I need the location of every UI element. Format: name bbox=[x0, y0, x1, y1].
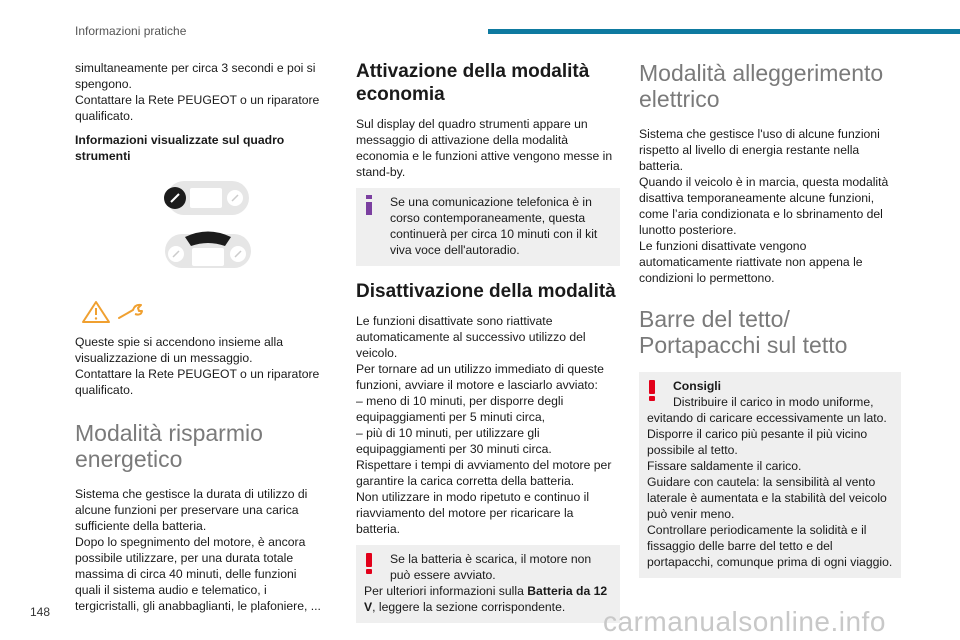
header-accent-bar bbox=[488, 29, 960, 34]
warning-text-battery: Se la batteria è scarica, il motore non può essere avviato. bbox=[390, 552, 592, 582]
warning-icons-row bbox=[75, 300, 325, 326]
column-left bbox=[75, 60, 325, 622]
wrench-icon bbox=[115, 300, 145, 324]
warning-box-battery bbox=[356, 545, 620, 623]
info-box-phone bbox=[356, 188, 620, 266]
warning-text-part: , leggere la sezione corrispondente. bbox=[372, 600, 566, 614]
exclamation-icon bbox=[362, 551, 376, 575]
gauge-display-icon bbox=[75, 176, 325, 286]
watermark: carmanualsonline.info bbox=[603, 606, 886, 637]
exclamation-icon bbox=[645, 378, 659, 402]
warning-text-battery-more bbox=[364, 583, 612, 615]
heading-roof-bars: Barre del tetto/ Portapacchi sul tetto bbox=[639, 306, 848, 358]
info-text-phone: Se una comunicazione telefonica è in corso contemporaneamente, questa continuerà per circa 10 minuti con il kit viva voce dell'autoradio. bbox=[390, 195, 598, 257]
subheading-instrument-info: Informazioni visualizzate sul quadro strumenti bbox=[75, 133, 285, 163]
heading-deactivation: Disattivazione della modalità bbox=[356, 281, 616, 302]
battery-12v-reference: Batteria da 12 V bbox=[364, 584, 608, 614]
advice-title: Consigli bbox=[673, 379, 722, 393]
column-middle bbox=[356, 60, 620, 637]
instrument-cluster-figure bbox=[75, 176, 325, 286]
paragraph-load-shedding: Sistema che gestisce l'uso di alcune funzioni rispetto al livello di energia restante nella batteria. Quando il veicolo è in marcia, questa modalità disattiva temporaneamente alcune funzioni, come l’aria condizionata e lo sbrinamento del lunotto posteriore. Le funzioni disattivate vengono automaticamente riattivate non appena le condizioni lo permettono. bbox=[639, 127, 889, 285]
paragraph-warning-lamps: Queste spie si accendono insieme alla visualizzazione di un messaggio. Contattare la Rete PEUGEOT o un riparatore qualificato. bbox=[75, 335, 320, 397]
paragraph-deactivation: Le funzioni disattivate sono riattivate automaticamente al successivo utilizzo del veicolo. Per tornare ad un utilizzo immediato di queste funzioni, avviare il motore e lasciarlo avviato: – meno di 10 minuti, per disporre degli equipaggiamenti per 5 minuti circa, – più di 10 minuti, per utilizzare gli equipaggiamenti per 30 minuti circa. Rispettare i tempi di avviamento del motore per garantire la carica corretta della batteria. Non utilizzare in modo ripetuto e continuo il riavviamento del motore per ricaricare la batteria. bbox=[356, 314, 612, 536]
column-right bbox=[639, 60, 901, 592]
heading-energy-saving: Modalità risparmio energetico bbox=[75, 420, 263, 472]
page-number: 148 bbox=[30, 605, 51, 619]
advice-text: Distribuire il carico in modo uniforme, evitando di caricare eccessivamente un lato. Disporre il carico più pesante il più vicino possibile al tetto. Fissare saldamente il carico. Guidare con cautela: la sensibilità al vento laterale è aumentata e la stabilità del veicolo può venir meno. Controllare periodicamente la solidità e il fissaggio delle barre del tetto e del portapacchi, comunque prima di ogni viaggio. bbox=[647, 395, 893, 569]
info-icon bbox=[362, 194, 376, 216]
paragraph-energy-saving: Sistema che gestisce la durata di utilizzo di alcune funzioni per preservare una carica sufficiente della batteria. Dopo lo spegnimento del motore, è ancora possibile utilizzare, per una durata totale massima di circa 40 minuti, delle funzioni quali il sistema audio e telematico, i tergicristalli, gli anabbaglianti, le plafoniere, ... bbox=[75, 487, 321, 613]
paragraph-economy-activation: Sul display del quadro strumenti appare un messaggio di attivazione della modalità economia e le funzioni attive vengono messe in stand-by. bbox=[356, 117, 613, 179]
warning-box-advice bbox=[639, 372, 901, 578]
warning-text-part: Per ulteriori informazioni sulla bbox=[364, 584, 528, 598]
heading-economy-activation: Attivazione della modalità economia bbox=[356, 61, 590, 105]
header-title: Informazioni pratiche bbox=[75, 24, 187, 38]
paragraph-intro: simultaneamente per circa 3 secondi e poi si spengono. Contattare la Rete PEUGEOT o un riparatore qualificato. bbox=[75, 61, 320, 123]
heading-load-shedding: Modalità alleggerimento elettrico bbox=[639, 60, 884, 112]
warning-triangle-icon bbox=[81, 300, 111, 324]
